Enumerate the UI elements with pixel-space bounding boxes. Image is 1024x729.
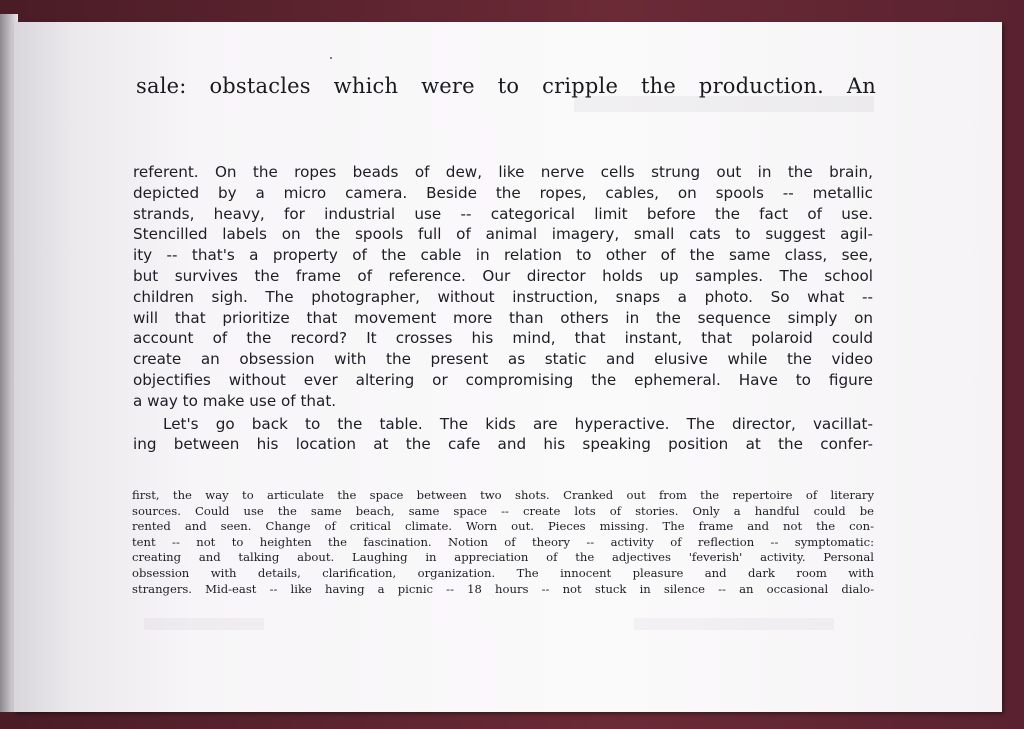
footnote-line: creating and talking about. Laughing in appreciation of the adjectives 'feverish' activity. Personal: [132, 550, 874, 565]
show-through: [574, 96, 874, 112]
footnote-line: obsession with details, clarification, organization. The innocent pleasure and dark room with: [132, 565, 874, 580]
body-line: Let's go back to the table. The kids are hyperactive. The director, vacillat-: [163, 414, 873, 433]
book-page: [14, 22, 1002, 712]
footnote-line: strangers. Mid-east -- like having a picnic -- 18 hours -- not stuck in silence -- an occasional dialo-: [132, 581, 874, 596]
footnote-block: [132, 488, 874, 597]
show-through: [634, 618, 834, 630]
body-line: a way to make use of that.: [133, 391, 337, 410]
body-line: strands, heavy, for industrial use -- categorical limit before the fact of use.: [133, 204, 873, 223]
footnote-line: first, the way to articulate the space between two shots. Cranked out from the repertoire of literary: [132, 488, 874, 502]
body-line: ing between his location at the cafe and his speaking position at the confer-: [133, 435, 873, 454]
body-line: referent. On the ropes beads of dew, like nerve cells strung out in the brain,: [133, 163, 873, 181]
page-headline: sale: obstacles which were to cripple the production. An: [136, 74, 876, 98]
footnote-line: rented and seen. Change of critical climate. Worn out. Pieces missing. The frame and not the con-: [132, 519, 874, 534]
footnote-line: sources. Could use the same beach, same space -- create lots of stories. Only a handful could be: [132, 503, 874, 518]
body-line: but survives the frame of reference. Our director holds up samples. The school: [133, 266, 873, 285]
body-line: children sigh. The photographer, without instruction, snaps a photo. So what --: [133, 287, 873, 306]
footnote-line: tent -- not to heighten the fascination. Notion of theory -- activity of reflection -- symptomatic:: [132, 534, 874, 549]
body-line: objectifies without ever altering or compromising the ephemeral. Have to figure: [133, 370, 873, 389]
body-line: create an obsession with the present as static and elusive while the video: [133, 350, 873, 369]
body-line: account of the record? It crosses his mind, that instant, that polaroid could: [133, 329, 873, 348]
body-line: Stencilled labels on the spools full of animal imagery, small cats to suggest agil-: [133, 225, 873, 244]
body-line: depicted by a micro camera. Beside the ropes, cables, on spools -- metallic: [133, 183, 873, 202]
body-paragraphs: [133, 162, 873, 455]
body-line: ity -- that's a property of the cable in relation to other of the same class, see,: [133, 246, 873, 265]
speck: [330, 57, 332, 59]
show-through: [144, 618, 264, 630]
body-line: will that prioritize that movement more than others in the sequence simply on: [133, 308, 873, 327]
